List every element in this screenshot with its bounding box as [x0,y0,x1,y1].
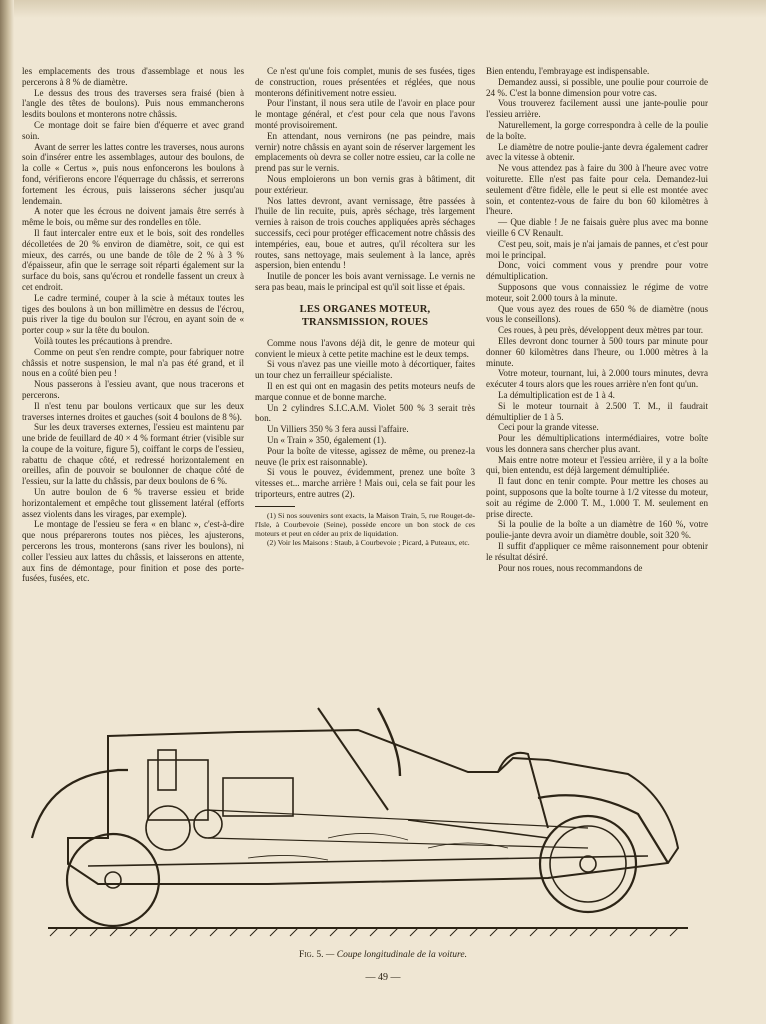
steering-column [318,708,388,810]
paragraph: Inutile de poncer les bois avant vernissage. Le vernis ne sera pas beau, mais le principal est qu'il soit lisse et épais. [255,271,475,292]
paragraph: Un autre boulon de 6 % traverse essieu et bride horizontalement et empêche tout glissement latéral (efforts assez violents dans les virages, par exemple). [22,487,244,519]
paragraph: Il en est qui ont en magasin des petits moteurs neufs de marque connue et de bonne marche. [255,380,475,402]
footnote-2: (2) Voir les Maisons : Staub, à Courbevoie ; Picard, à Puteaux, etc. [267,538,470,548]
paragraph: Voilà toutes les précautions à prendre. [34,335,173,346]
paragraph: Il suffit d'appliquer ce même raisonnement pour obtenir le résultat désiré. [486,541,708,562]
figure-caption-text: — Coupe longitudinale de la voiture. [325,950,467,960]
page-binding-edge [0,0,14,1024]
paragraph: Demandez aussi, si possible, une poulie pour courroie de 24 %. C'est la bonne dimension pour votre cas. [486,76,708,98]
front-wheel-hub [105,872,121,888]
column-2-paragraphs-after [255,338,475,500]
section-heading-line-1: LES ORGANES MOTEUR, [299,303,431,315]
section-heading-line-2: TRANSMISSION, ROUES [301,316,429,328]
paragraph: Ceci pour la grande vitesse. [498,422,599,433]
front-mudguard [32,770,128,838]
figure-label: Fig. 5. [299,950,324,960]
paragraph: Un 2 cylindres S.I.C.A.M. Violet 500 % 3 serait très bon. [255,402,475,424]
paragraph: Nous passerons à l'essieu avant, que nous tracerons et percerons. [22,379,244,400]
paragraph: Un « Train » 350, également (1). [267,434,387,445]
paragraph: Pour l'instant, il nous sera utile de l'avoir en place pour le montage général, et c'est pour cela que nous l'avons monté provisoirement. [255,98,475,130]
page-top-shade [0,0,766,18]
paragraph: Nous emploierons un bon vernis gras à bâtiment, dit pour extérieur. [255,173,475,195]
page-number: — 49 — [365,972,401,983]
paragraph: Si la poulie de la boîte a un diamètre de 160 %, votre poulie-jante devra avoir un diamètre double, soit 320 %. [486,519,708,541]
text-column-1 [22,66,244,584]
paragraph: Si vous n'avez pas une vieille moto à décortiquer, faites un tour chez un ferrailleur spécialiste. [255,359,475,381]
paragraph: Sur les deux traverses externes, l'essieu est maintenu par une bride de feuillard de 40 × 4 % formant étrier (visible sur la coupe de la voiture, figure 5), coiffant le corps de l'essieu, rabattu de chaque côté, et redressé horizontalement en oreilles, afin de pouvoir se boulonner de chaque côté de l'essieu, sur la latte du châssis, par deux boulons de 6 %. [22,422,244,487]
paragraph: Il faut intercaler entre eux et le bois, soit des rondelles décolletées de 20 % environ de diamètre, soit, ce qui est mieux, des carrés, ou une bande de tôle de 2 % à 3 % d'épaisseur, afin que le serrage soit réparti également sur la surface du bois, sans qu'écrou et rondelle fassent un creux à cet endroit. [22,227,244,292]
paragraph: Le diamètre de notre poulie-jante devra également cadrer avec la vitesse à obtenir. [486,141,708,163]
footnote-1: (1) Si nos souvenirs sont exacts, la Maison Train, 5, rue Rouget-de-l'Isle, à Courbevoie (Seine), possède encore un bon stock de ces moteurs et peut en céder au prix de liquidation. [255,510,475,539]
text-column-3 [486,66,708,573]
engine-block [148,760,208,820]
figure-caption [0,950,766,960]
paragraph: En attendant, nous vernirons (ne pas peindre, mais vernir) notre châssis en ayant soin de réserver largement les emplacements où devra se coller notre essieu, car la colle ne prend pas sur le vernis. [255,130,475,174]
paragraph: Un Villiers 350 % 3 fera aussi l'affaire. [267,424,409,435]
paragraph: Ce n'est qu'une fois complet, munis de ses fusées, tiges de construction, roues présentées et réglées, que nous monterons définitivement notre essieu. [255,66,475,98]
footnote-rule [255,506,295,507]
paragraph: les emplacements des trous d'assemblage et nous les percerons à 8 % de diamètre. [22,66,244,87]
paragraph: Pour les démultiplications intermédiaires, votre boîte vous les donnera sans chercher plus avant. [486,433,708,454]
paragraph: Donc, voici comment vous y prendre pour votre démultiplication. [486,260,708,282]
paragraph: Avant de serrer les lattes contre les traverses, nous aurons soin d'insérer entre les assemblages, autour des boulons, de la colle « Certus », puis nous enfoncerons les boulons à fond, vérifierons encore l'équerrage du châssis, et serrerons fortement les écrous, puis laisserons sécher jusqu'au lendemain. [22,141,244,206]
paragraph: Naturellement, la gorge correspondra à celle de la poulie de la boîte. [486,119,708,141]
rear-wheel [540,816,636,912]
gearbox [223,778,293,816]
rear-wheel-pulley [550,826,626,902]
column-2-paragraphs-before [255,66,475,293]
paragraph: Elles devront donc tourner à 500 tours par minute pour donner 60 kilomètres dans l'heure, ou 1.000 mètres à la minute. [486,335,708,368]
paragraph: Vous trouverez facilement aussi une jante-poulie pour l'essieu arrière. [486,98,708,120]
paragraph: Bien entendu, l'embrayage est indispensable. [486,66,650,76]
paragraph: La démultiplication est de 1 à 4. [498,389,615,400]
paragraph: Ce montage doit se faire bien d'équerre et avec grand soin. [22,119,244,141]
paragraph: Si vous le pouvez, évidemment, prenez une boîte 3 vitesses et... marche arrière ! Mais oui, cela se fait pour les triporteurs, entre autres (2). [255,467,475,499]
chassis-frame [88,856,648,866]
paragraph: Il faut donc en tenir compte. Pour mettre les choses au point, supposons que la boîte tourne à 1/2 vitesse du moteur, soit au régime de 2.000 T. M., 1.000 T. M. seulement en prise directe. [486,476,708,519]
ground-hatching [50,928,678,936]
paragraph: Le cadre terminé, couper à la scie à métaux toutes les tiges des boulons à un bon millimètre en dessus de l'écrou, puis river la tige du boulon sur l'écrou, en ayant soin de « porter coup » sur la tête du boulon. [22,292,244,336]
engine-flywheel [146,806,190,850]
rear-wheel-hub [580,856,596,872]
paragraph: A noter que les écrous ne doivent jamais être serrés à même le bois, ou même sur des rondelles en tôle. [22,206,244,228]
paragraph: Supposons que vous connaissiez le régime de votre moteur, soit 2.000 tours à la minute. [486,281,708,303]
paragraph: Ces roues, à peu près, développent deux mètres par tour. [498,325,704,336]
text-column-2 [255,66,475,548]
section-heading [255,303,475,329]
paragraph: Mais entre notre moteur et l'essieu arrière, il y a la boîte qui, bien entendu, est déjà largement démultipliée. [486,454,708,476]
paragraph: Comme on peut s'en rendre compte, pour fabriquer notre châssis et notre suspension, le mal n'a pas été grand, et il nous en a coûté bien peu ! [22,346,244,379]
paragraph: Il n'est tenu par boulons verticaux que sur les deux traverses internes droites et gauches (soit 4 boulons de 8 %). [22,400,244,422]
engine-cylinder [158,750,176,790]
paragraph: Ne vous attendez pas à faire du 300 à l'heure avec votre voiturette. Elle n'est pas faite pour cela. Demandez-lui seulement d'être fidèle, elle le peut si elle est montée avec soin, et contentez-vous de faire du bon 60 kilomètres à l'heure. [486,163,708,217]
paragraph: Si le moteur tournait à 2.500 T. M., il faudrait démultiplier de 1 à 5. [486,400,708,422]
paragraph: Pour la boîte de vitesse, agissez de même, ou prenez-la neuve (le prix est raisonnable). [255,445,475,467]
paragraph: C'est peu, soit, mais je n'ai jamais de pannes, et c'est pour moi le principal. [486,238,708,260]
paragraph: Que vous ayez des roues de 650 % de diamètre (nous vous le conseillons). [486,303,708,325]
paragraph: Votre moteur, tournant, lui, à 2.000 tours minutes, devra exécuter 4 tours alors que les roues arrière n'en font qu'un. [486,368,708,390]
paragraph: Le montage de l'essieu se fera « en blanc », c'est-à-dire que nous préparerons toutes nos pièces, les ajusterons, percerons les trous, monterons (sans river les boulons), ni coller l'essieu aux lattes du châssis, et laisserons en attente, aux fins de démontage, pour finition et pose des porte-fusées, fusées, etc. [22,519,244,584]
front-wheel [67,834,159,926]
paragraph: Pour nos roues, nous recommandons de [498,562,643,573]
paragraph: Comme nous l'avons déjà dit, le genre de moteur qui convient le mieux à cette petite machine est le deux temps. [255,337,475,359]
paragraph: Le dessus des trous des traverses sera fraisé (bien à l'angle des têtes de boulons). Puis nous emmancherons lesdits boulons et monterons notre châssis. [22,87,244,120]
paragraph: — Que diable ! Je ne faisais guère plus avec ma bonne vieille 6 CV Renault. [486,217,708,238]
car-cross-section-drawing [28,688,708,943]
paragraph: Nos lattes devront, avant vernissage, être passées à l'huile de lin recuite, puis, après séchage, très largement vernies à raison de trois couches appliquées après séchages successifs, ceci pour protéger efficacement notre châssis des intempéries, eau, boue et autres, qu'il récoltera sur les routes, sans nettoyage, mais seulement à la lance, après aspersion, bien entendu ! [255,195,475,271]
wood-grain [248,833,508,860]
